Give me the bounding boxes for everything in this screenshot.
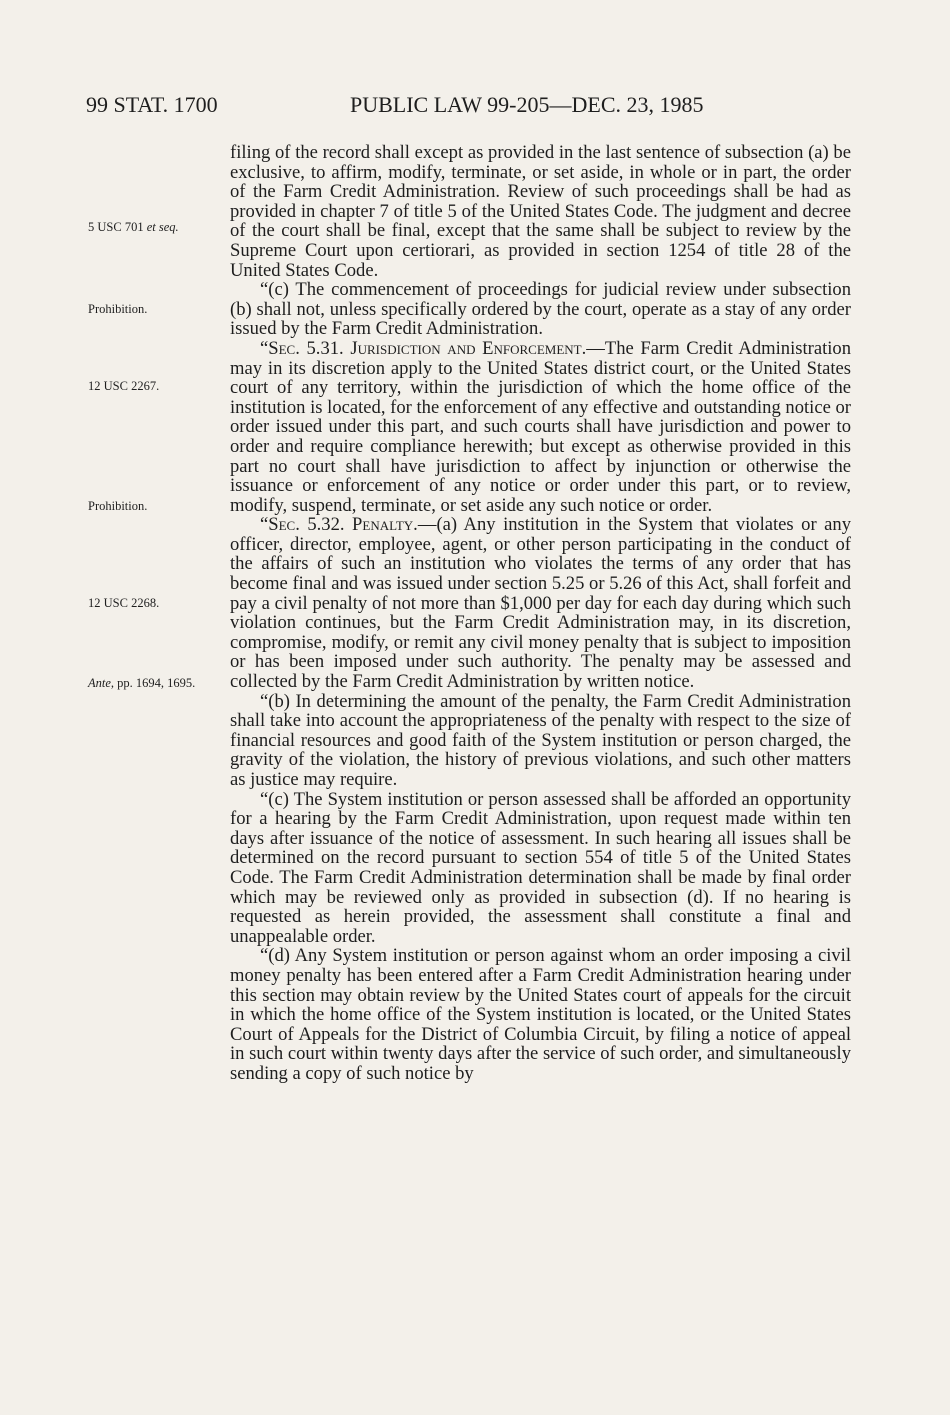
paragraph-b-amount: “(b) In determining the amount of the penalty, the Farm Credit Administration shall take into account the appropriateness of the penalty with respect to the size of financial resources and good faith of the System institution or person charged, the gravity of the violation, the history of previous violations, and such other matters as justice may require. (230, 690, 851, 790)
paragraph-continuation: filing of the record shall except as provided in the last sentence of subsection (a) be exclusive, to affirm, modify, terminate, or set aside, in whole or in part, the order of the Farm Credit Administration. Review of such proceedings shall be had as provided in chapter 7 of title 5 of the United States Code. The judgment and decree of the court shall be final, except that the same shall be subject to review by the Supreme Court upon certiorari, as provided in section 1254 of title 28 of the United States Code. (230, 142, 851, 281)
paragraph-c-hearing: “(c) The System institution or person assessed shall be afforded an opportunity for a hearing by the Farm Credit Administration, upon request made within ten days after issuance of the notice of assessment. In such hearing all issues shall be determined on the record pursuant to section 554 of title 5 of the United States Code. The Farm Credit Administration determination shall be made by final order which may be reviewed only as provided in subsection (d). If no hearing is requested as herein provided, the assessment shall constitute a final and unappealable order. (230, 788, 851, 947)
margin-note-ante: Ante, pp. 1694, 1695. (88, 676, 196, 690)
margin-note-5-usc-701: 5 USC 701 et seq. (88, 220, 179, 234)
margin-note-12-usc-2267: 12 USC 2267. (88, 379, 160, 393)
margin-note-prohibition-1: Prohibition. (88, 302, 148, 316)
margin-note-12-usc-2268: 12 USC 2268. (88, 596, 160, 610)
statute-body (230, 143, 851, 1084)
statute-page-number: 99 STAT. 1700 (86, 92, 218, 117)
page-header (86, 92, 866, 122)
margin-note-prohibition-2: Prohibition. (88, 499, 148, 513)
section-5-32: “Sec. 5.32. Penalty.—(a) Any institution in the System that violates or any officer, director, employee, agent, or other person participating in the conduct of the affairs of such an institution who violates the terms of any order that has become final and was issued under section 5.25 or 5.26 of this Act, shall forfeit and pay a civil penalty of not more than $1,000 per day for each day during which such violation continues, but the Farm Credit Administration may, in its discretion, compromise, modify, or remit any civil money penalty that is subject to imposition or has been imposed under such authority. The penalty may be assessed and collected by the Farm Credit Administration by written notice. (230, 514, 851, 693)
section-heading-penalty: Penalty. (352, 514, 418, 536)
public-law-title: PUBLIC LAW 99-205—DEC. 23, 1985 (350, 92, 704, 117)
section-5-31: “Sec. 5.31. Jurisdiction and Enforcement.—The Farm Credit Administration may in its discretion apply to the United States district court, or the United States court of any territory, within the jurisdiction of which the home office of the institution is located, for the enforcement of any effective and outstanding notice or order issued under this part, and such courts shall have jurisdiction and power to order and require compliance herewith; but except as otherwise provided in this part no court shall have jurisdiction to affect by injunction or otherwise the issuance or enforcement of any notice or order under this part, or to review, modify, suspend, terminate, or set aside any such notice or order. (230, 337, 852, 516)
paragraph-c-stay: “(c) The commencement of proceedings for judicial review under subsection (b) shall not, unless specifically ordered by the court, operate as a stay of any order issued by the Farm Credit Administration. (230, 279, 851, 340)
section-heading-jurisdiction: Jurisdiction and Enforcement. (350, 337, 587, 359)
paragraph-d-review: “(d) Any System institution or person against whom an order imposing a civil money penalty has been entered after a Farm Credit Administration hearing under this section may obtain review by the United States court of appeals for the circuit in which the home office of the System institution is located, or the United States Court of Appeals for the District of Columbia Circuit, by filing a notice of appeal in such court within twenty days after the service of such order, and simultaneously sending a copy of such notice by (230, 945, 851, 1084)
